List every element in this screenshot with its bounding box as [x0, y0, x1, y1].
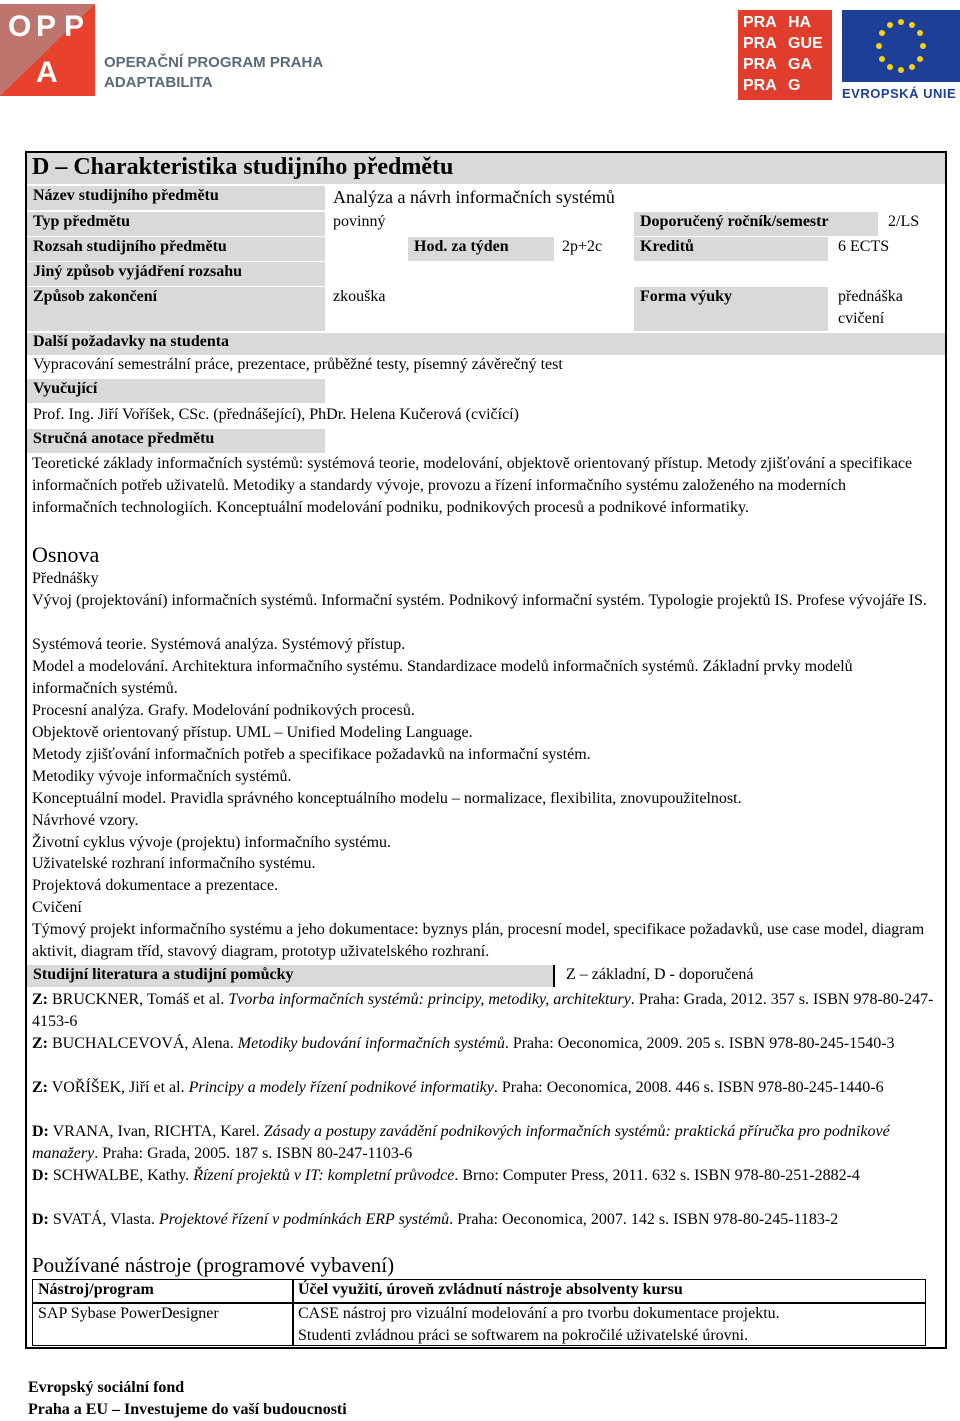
literature-publisher: . Praha: Oeconomica, 2007. 142 s. ISBN 978-80-245-1183-2: [449, 1211, 839, 1228]
tools-col-purpose: Účel využití, úroveň zvládnutí nástroje absolventy kursu: [298, 1281, 683, 1298]
praha-cell-5: PRA: [743, 56, 777, 73]
literature-authors: SCHWALBE, Kathy.: [52, 1167, 190, 1184]
lecture-item-1: Vývoj (projektování) informačních systémů. Informační systém. Podnikový informační systém. Typologie projektů IS. Profese vývojáře IS.: [32, 592, 927, 609]
literature-tag: Z:: [32, 1035, 48, 1052]
lecture-item-11: Uživatelské rozhraní informačního systému.: [32, 855, 316, 872]
literature-tag: D:: [32, 1211, 49, 1228]
praha-cell-7: PRA: [743, 77, 777, 94]
recommended-value: 2/LS: [888, 213, 920, 230]
teaching-form-label: Forma výuky: [640, 288, 732, 305]
literature-authors: SVATÁ, Vlasta.: [52, 1211, 155, 1228]
praha-cell-2: HA: [788, 14, 812, 31]
footer-line-2: Praha a EU – Investujeme do vaší budoucnosti: [28, 1401, 347, 1418]
literature-tag: Z:: [32, 1079, 48, 1096]
opp-letter-o: O: [8, 10, 34, 43]
opp-letter-a: A: [36, 56, 60, 89]
literature-item-4: [32, 1121, 937, 1165]
teaching-form-value-1: přednáška: [838, 288, 903, 305]
literature-authors: BRUCKNER, Tomáš et al.: [52, 991, 225, 1008]
literature-publisher: . Praha: Grada, 2012. 357 s. ISBN 978-80-247-4153-6: [32, 991, 934, 1030]
opp-logo-line1: OPERAČNÍ PROGRAM PRAHA: [104, 54, 324, 71]
literature-authors: VOŘÍŠEK, Jiří et al.: [51, 1079, 185, 1096]
literature-tag: Z:: [32, 991, 48, 1008]
lecture-item-5: Objektově orientovaný přístup. UML – Unified Modeling Language.: [32, 724, 473, 741]
literature-legend: Z – základní, D - doporučená: [566, 966, 754, 983]
tools-table-header-rule: [32, 1302, 926, 1304]
eu-flag-icon: [842, 10, 960, 82]
literature-title: Řízení projektů v IT: kompletní průvodce: [193, 1167, 455, 1184]
lecture-item-8: Konceptuální model. Pravidla správného konceptuálního modelu – normalizace, flexibilita, znovupoužitelnost.: [32, 790, 742, 807]
outline-heading: Osnova: [32, 542, 100, 567]
literature-publisher: . Brno: Computer Press, 2011. 632 s. ISBN 978-80-251-2882-4: [454, 1167, 860, 1184]
opp-logo-box: [0, 4, 95, 96]
literature-item-1: [32, 989, 937, 1033]
course-name-value: Analýza a návrh informačních systémů: [333, 187, 615, 207]
teachers-label: Vyučující: [33, 380, 98, 397]
literature-title: Zásady a postupy zavádění podnikových informačních systémů: praktická příručka pro podnikové manažery: [32, 1123, 890, 1162]
hours-value: 2p+2c: [562, 238, 603, 255]
literature-title: Tvorba informačních systémů: principy, metodiky, architektury: [228, 991, 631, 1008]
opp-logo: [0, 4, 350, 96]
literature-title: Projektové řízení v podmínkách ERP systémů: [158, 1211, 450, 1228]
praha-cell-6: GA: [788, 56, 812, 73]
course-name-label: Název studijního předmětu: [33, 187, 219, 204]
lecture-item-3: Model a modelování. Architektura informačního systému. Standardizace modelů informačních systémů. Základní prvky modelů informačních systémů.: [32, 658, 853, 697]
teachers-value: Prof. Ing. Jiří Voříšek, CSc. (přednášející), PhDr. Helena Kučerová (cvičící): [33, 406, 519, 423]
literature-label: Studijní literatura a studijní pomůcky: [33, 966, 294, 983]
type-label: Typ předmětu: [33, 213, 131, 230]
literature-authors: BUCHALCEVOVÁ, Alena.: [52, 1035, 234, 1052]
form-title: D – Charakteristika studijního předmětu: [32, 154, 454, 180]
lectures-label: Přednášky: [32, 570, 99, 587]
literature-title: Principy a modely řízení podnikové informatiky: [188, 1079, 494, 1096]
literature-divider: [553, 965, 555, 987]
praha-logo: [738, 10, 832, 100]
requirements-value: Vypracování semestrální práce, prezentace, průběžné testy, písemný závěrečný test: [33, 356, 563, 373]
lecture-item-4: Procesní analýza. Grafy. Modelování podnikových procesů.: [32, 702, 415, 719]
literature-item-2: [32, 1033, 937, 1055]
lecture-item-10: Životní cyklus vývoje (projektu) informačního systému.: [32, 834, 392, 851]
lecture-item-9: Návrhové vzory.: [32, 812, 139, 829]
credits-value: 6 ECTS: [838, 238, 890, 255]
tools-heading: Používané nástroje (programové vybavení): [32, 1253, 395, 1277]
footer-line-1: Evropský sociální fond: [28, 1379, 185, 1396]
literature-title: Metodiky budování informačních systémů: [237, 1035, 505, 1052]
tools-purpose-line-2: Studenti zvládnou práci se softwarem na pokročilé uživatelské úrovni.: [298, 1327, 749, 1344]
literature-authors: VRANA, Ivan, RICHTA, Karel.: [52, 1123, 260, 1140]
literature-tag: D:: [32, 1123, 49, 1140]
credits-label: Kreditů: [640, 238, 694, 255]
completion-label: Způsob zakončení: [33, 288, 158, 305]
literature-tag: D:: [32, 1167, 49, 1184]
annotation-label: Stručná anotace předmětu: [33, 430, 215, 447]
tools-program-name: SAP Sybase PowerDesigner: [38, 1305, 219, 1322]
annotation-text: Teoretické základy informačních systémů: systémová teorie, modelování, objektově orientovaný přístup. Metody zjišťování a specifikace informačních potřeb uživatelů. Metodiky a standardy vývoje, provozu a řízení informačního systému založeného na moderních informačních technologiích. Konceptuální modelování podniku, podnikových procesů a podnikové informatiky.: [32, 455, 913, 516]
eu-logo-label: EVROPSKÁ UNIE: [842, 86, 957, 101]
tools-table-col-rule: [292, 1279, 294, 1346]
literature-publisher: . Praha: Oeconomica, 2009. 205 s. ISBN 978-80-245-1540-3: [504, 1035, 895, 1052]
exercises-label: Cvičení: [32, 899, 82, 916]
opp-logo-line2: ADAPTABILITA: [104, 74, 213, 91]
literature-publisher: . Praha: Oeconomica, 2008. 446 s. ISBN 978-80-245-1440-6: [493, 1079, 884, 1096]
lecture-item-6: Metody zjišťování informačních potřeb a specifikace požadavků na informační systém.: [32, 746, 591, 763]
teaching-form-value-2: cvičení: [838, 310, 885, 327]
literature-item-6: [32, 1209, 937, 1231]
praha-cell-8: G: [788, 77, 801, 94]
eu-logo: [842, 10, 960, 102]
praha-cell-3: PRA: [743, 35, 777, 52]
hours-label: Hod. za týden: [414, 238, 509, 255]
requirements-label: Další požadavky na studenta: [33, 333, 230, 350]
type-value: povinný: [333, 213, 386, 230]
lecture-item-12: Projektová dokumentace a prezentace.: [32, 877, 279, 894]
literature-item-5: [32, 1165, 937, 1187]
tools-purpose-line-1: CASE nástroj pro vizuální modelování a pro tvorbu dokumentace projektu.: [298, 1305, 780, 1322]
praha-cell-1: PRA: [743, 14, 777, 31]
opp-letter-p2: P: [64, 10, 87, 43]
literature-publisher: . Praha: Grada, 2005. 187 s. ISBN 80-247-1103-6: [94, 1145, 413, 1162]
praha-cell-4: GUE: [788, 35, 823, 52]
recommended-label: Doporučený ročník/semestr: [640, 213, 829, 230]
lecture-item-2: Systémová teorie. Systémová analýza. Systémový přístup.: [32, 636, 406, 653]
literature-item-3: [32, 1077, 937, 1099]
exercises-text: Týmový projekt informačního systému a jeho dokumentace: byznys plán, procesní model, specifikace požadavků, use case model, diagram aktivit, diagram tříd, stavový diagram, prototyp uživatelského rozhraní.: [32, 921, 925, 960]
opp-letter-p1: P: [36, 10, 59, 43]
scope-label: Rozsah studijního předmětu: [33, 238, 227, 255]
completion-value: zkouška: [333, 288, 386, 305]
other-scope-label: Jiný způsob vyjádření rozsahu: [33, 263, 243, 280]
tools-col-program: Nástroj/program: [38, 1281, 154, 1298]
lecture-item-7: Metodiky vývoje informačních systémů.: [32, 768, 292, 785]
